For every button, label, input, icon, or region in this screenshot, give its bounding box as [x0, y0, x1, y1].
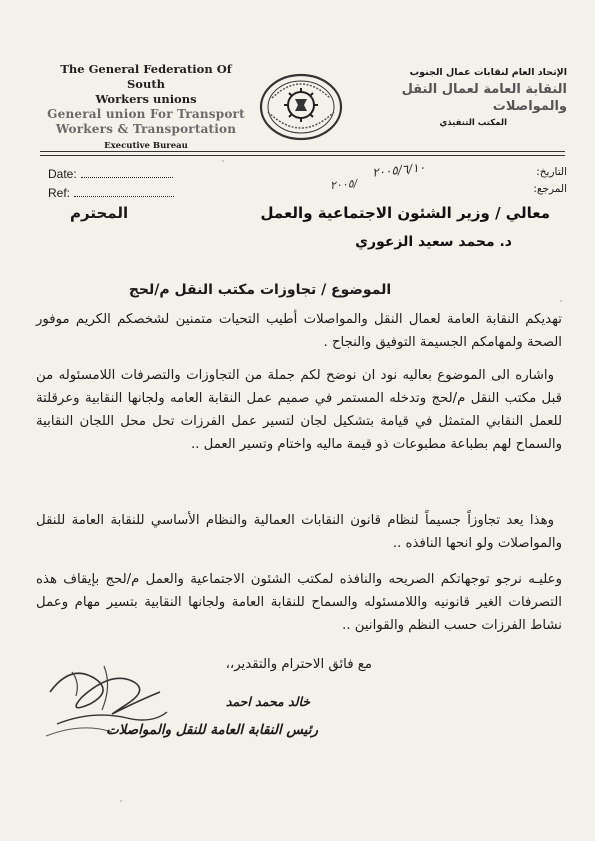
federation-name-en: The General Federation Of South [60, 62, 232, 91]
date-label: Date: [48, 167, 77, 181]
body-paragraph-4 [36, 568, 562, 637]
greeting-text: تهديكم النقابة العامة لعمال النقل والمواصلات أطيب التحيات متمنين لشخصكم الكريم موفور الصحة ولمهامكم الجسيمة التوفيق والنجاح . [36, 312, 562, 350]
body-paragraph-2 [36, 364, 562, 456]
letterhead-arabic [362, 64, 567, 132]
complaint-text: واشاره الى الموضوع بعاليه نود ان نوضح لكم جملة من التجاوزات والتصرفات اللامسئوله من قبل مكتب النقل م/لحج وتدخله المستمر في صميم عمل النقابة العامه ولجانها النقابية وعرقلتة للعمل النقابي المتمثل في قيامة بتشكيل لجان لتسير عمل الفرزات تحل محل اللجان النقابية والسماح لهم بطباعة مطبوعات ذو قيمة ماليه واختام وتسير العمل .. [36, 368, 562, 452]
signatory-title: رئيس النقابة العامة للنقل والمواصلات [105, 722, 318, 738]
union-name-ar: النقابة العامة لعمال النقل والمواصلات [401, 82, 567, 114]
body-paragraph-3 [36, 509, 562, 555]
handwritten-date: ٢٠٠٥/٦/١٠ [371, 160, 426, 180]
handwritten-ref: ٢٠٠٥/ [329, 176, 358, 193]
date-ref-ar [533, 164, 567, 198]
addressee-title: معالي / وزير الشئون الاجتماعية والعمل [260, 204, 550, 222]
date-ref-en [48, 165, 174, 203]
honorific: المحترم [70, 204, 129, 222]
union-logo-icon [258, 72, 344, 142]
ar-date-label: التاريخ: [536, 166, 567, 178]
ref-row [48, 184, 174, 203]
date-dotted-line [81, 177, 173, 178]
violation-text: وهذا يعد تجاوزاً جسيماً لنظام قانون النقابات العمالية والنظام الأساسي للنقابة العامة للنقل والمواصلات ولو انحها النافذه .. [36, 513, 562, 551]
letterhead-english [40, 62, 252, 154]
union-name-en: General union For Transport [47, 107, 245, 121]
signatory-name: خالد محمد احمد [225, 694, 310, 709]
header-divider [40, 151, 565, 152]
federation-name-ar: الإتحاد العام لنقابات عمال الجنوب [409, 67, 567, 78]
date-row [48, 165, 174, 184]
ref-dotted-line [74, 196, 174, 197]
body-paragraph-1 [36, 308, 562, 354]
closing-text: مع فائق الاحترام والتقدير،، [225, 657, 372, 672]
ref-label: Ref: [48, 186, 71, 200]
request-text: وعليـه نرجو توجهاتكم الصريحه والنافذه لمكتب الشئون الاجتماعية والعمل م/لحج بإيقاف هذه التصرفات الغير قانونيه واللامسئوله والسماح للنقابة العامة ولجانها النقابية بتسير مهام وعمل نشاط الفرزات حسب النظم والقوانين .. [36, 572, 562, 633]
subject-line: الموضوع / تجاوزات مكتب النقل م/لحج [128, 282, 392, 298]
addressee-name: د. محمد سعيد الزعوري [355, 234, 512, 250]
bureau-name-en: Executive Bureau [104, 141, 188, 151]
federation-name-en-2: Workers unions [95, 92, 197, 106]
bureau-name-ar: المكتب التنفيذي [439, 118, 507, 128]
header-divider-thin [40, 155, 565, 156]
union-name-en-2: Workers & Transportation [55, 122, 237, 136]
ar-ref-label: المرجع: [533, 183, 567, 195]
